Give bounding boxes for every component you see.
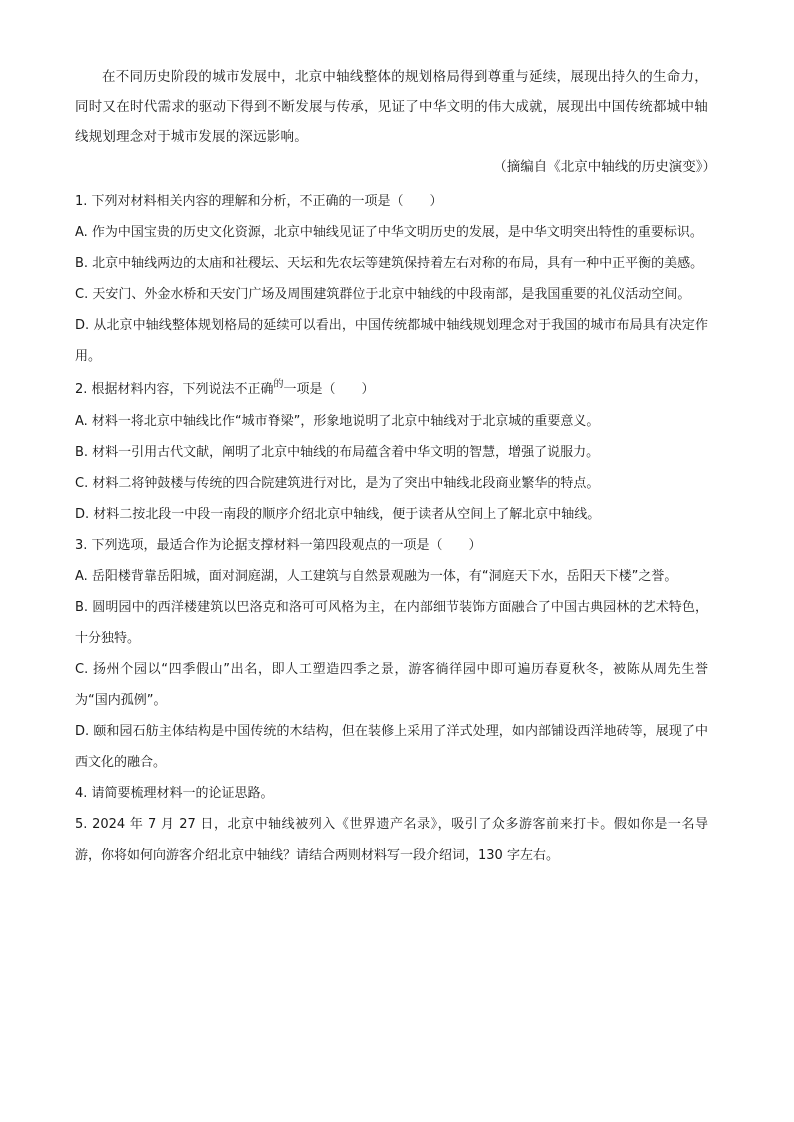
- question-4: [75, 778, 708, 809]
- option-d: D. 材料二按北段一中段一南段的顺序介绍北京中轴线，便于读者从空间上了解北京中轴线。: [75, 507, 601, 522]
- question-2: [75, 374, 708, 530]
- option-c: C. 天安门、外金水桥和天安门广场及周围建筑群位于北京中轴线的中段南部，是我国重要的礼仪活动空间。: [75, 287, 691, 302]
- option-b: B. 圆明园中的西洋楼建筑以巴洛克和洛可可风格为主，在内部细节装饰方面融合了中国古典园林的艺术特色，十分独特。: [75, 600, 708, 646]
- stem-text: 一项是（ ）: [283, 382, 375, 397]
- question-5: [75, 809, 708, 871]
- option-a: A. 作为中国宝贵的历史文化资源，北京中轴线见证了中华文明历史的发展，是中华文明突出特性的重要标识。: [75, 225, 703, 240]
- passage-source: （摘编自《北京中轴线的历史演变》）: [493, 159, 716, 175]
- question-stem: 1. 下列对材料相关内容的理解和分析，不正确的一项是（ ）: [75, 194, 443, 209]
- question-3: [75, 530, 708, 778]
- option-c: C. 扬州个园以“四季假山”出名，即人工塑造四季之景，游客徜徉园中即可遍历春夏秋冬，被陈从周先生誉为“国内孤例”。: [75, 662, 708, 708]
- option-b: B. 北京中轴线两边的太庙和社稷坛、天坛和先农坛等建筑保持着左右对称的布局，具有一种中正平衡的美感。: [75, 256, 704, 271]
- question-stem: [75, 374, 708, 406]
- question-stem: 5. 2024 年 7 月 27 日，北京中轴线被列入《世界遗产名录》，吸引了众多游客前来打卡。假如你是一名导游，你将如何向游客介绍北京中轴线？请结合两则材料写一段介绍词，130 字左右。: [75, 817, 708, 863]
- option-a: A. 材料一将北京中轴线比作“城市脊梁”，形象地说明了北京中轴线对于北京城的重要意义。: [75, 414, 600, 429]
- question-stem: 4. 请简要梳理材料一的论证思路。: [75, 786, 274, 801]
- option-a: A. 岳阳楼背靠岳阳城，面对洞庭湖，人工建筑与自然景观融为一体，有“洞庭天下水，岳阳天下楼”之誉。: [75, 569, 678, 584]
- passage-paragraph: 在不同历史阶段的城市发展中，北京中轴线整体的规划格局得到尊重与延续，展现出持久的生命力，同时又在时代需求的驱动下得到不断发展与传承，见证了中华文明的伟大成就，展现出中国传统都城中轴线规划理念对于城市发展的深远影响。: [75, 69, 708, 145]
- question-1: [75, 186, 708, 372]
- option-b: B. 材料一引用古代文献，阐明了北京中轴线的布局蕴含着中华文明的智慧，增强了说服力。: [75, 445, 600, 460]
- option-d: D. 从北京中轴线整体规划格局的延续可以看出，中国传统都城中轴线规划理念对于我国的城市布局具有决定作用。: [75, 318, 708, 364]
- question-stem: 3. 下列选项，最适合作为论据支撑材料一第四段观点的一项是（ ）: [75, 538, 482, 553]
- option-d: D. 颐和园石舫主体结构是中国传统的木结构，但在装修上采用了洋式处理，如内部铺设西洋地砖等，展现了中西文化的融合。: [75, 724, 708, 770]
- stem-superscript: 的: [273, 379, 284, 390]
- stem-text: 2. 根据材料内容，下列说法不正确: [75, 382, 274, 397]
- option-c: C. 材料二将钟鼓楼与传统的四合院建筑进行对比，是为了突出中轴线北段商业繁华的特点。: [75, 476, 600, 491]
